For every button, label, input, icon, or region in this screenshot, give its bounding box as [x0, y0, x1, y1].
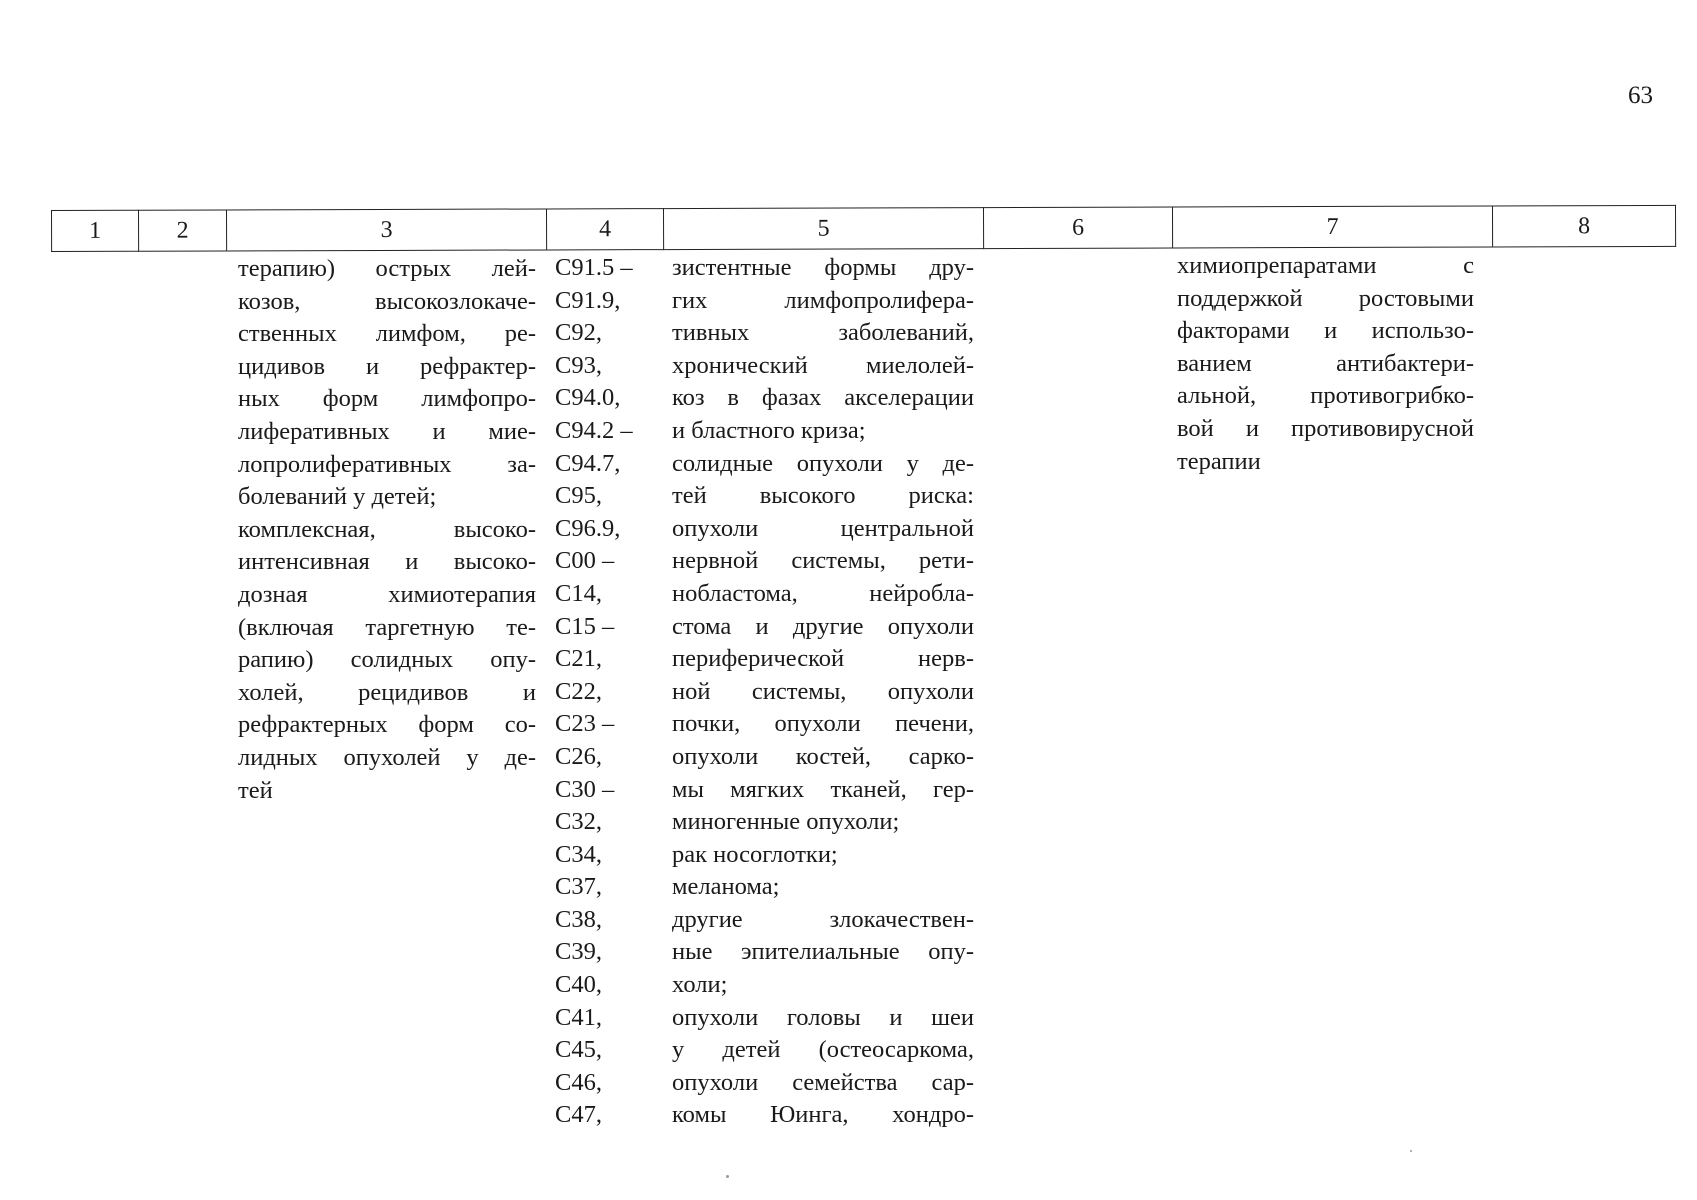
header-cell-3: 3	[227, 209, 547, 251]
text-line: C34,	[555, 840, 602, 868]
text-line: зистентные формы дру-	[672, 254, 974, 281]
text-line: C15 –	[555, 612, 615, 640]
text-line: солидные опухоли у де-	[672, 449, 974, 477]
text-line: лидных опухолей у де-	[238, 743, 536, 771]
text-line: терапию) острых лей-	[238, 255, 536, 282]
text-line: C91.5 –	[555, 254, 633, 281]
text-line: поддержкой ростовыми	[1177, 284, 1474, 312]
text-line: меланома;	[672, 873, 780, 901]
text-line: C94.7,	[555, 449, 621, 477]
text-line: C23 –	[555, 710, 615, 738]
text-line: ной системы, опухоли	[672, 677, 974, 705]
text-line: тей высокого риска:	[672, 482, 974, 510]
text-line: миногенные опухоли;	[672, 808, 900, 836]
header-cell-1: 1	[52, 210, 139, 251]
text-line: ных форм лимфопро-	[238, 385, 536, 413]
text-line: другие злокачествен-	[672, 905, 974, 933]
text-line: и бластного криза;	[672, 416, 866, 444]
text-line: комы Юинга, хондро-	[672, 1101, 974, 1129]
text-line: C37,	[555, 873, 602, 901]
text-line: ственных лимфом, ре-	[238, 320, 536, 348]
text-line: интенсивная и высоко-	[238, 548, 536, 576]
text-line: опухоли семейства сар-	[672, 1068, 974, 1096]
header-cell-5: 5	[663, 208, 983, 250]
header-cell-7: 7	[1172, 206, 1492, 248]
text-line: C93,	[555, 351, 602, 379]
scan-speck	[1410, 1150, 1412, 1152]
header-cell-2: 2	[139, 210, 227, 251]
text-line: опухоли костей, сарко-	[672, 742, 974, 770]
text-line: у детей (остеосаркома,	[672, 1036, 974, 1064]
text-line: мы мягких тканей, гер-	[672, 775, 974, 803]
text-line: нервной системы, рети-	[672, 547, 974, 575]
text-line: лиферативных и мие-	[238, 417, 536, 445]
text-line: нобластома, нейробла-	[672, 579, 974, 607]
text-line: (включая таргетную те-	[238, 613, 536, 641]
text-line: тей	[238, 776, 273, 804]
text-line: химиопрепаратами с	[1177, 252, 1474, 279]
text-line: комплексная, высоко-	[238, 515, 536, 543]
text-line: C00 –	[555, 547, 615, 575]
text-line: C46,	[555, 1068, 602, 1096]
text-line: болеваний у детей;	[238, 483, 437, 511]
text-line: C47,	[555, 1101, 602, 1129]
text-line: C94.2 –	[555, 416, 633, 444]
text-line: C40,	[555, 971, 602, 999]
page-number: 63	[1628, 82, 1653, 109]
text-line: тивных заболеваний,	[672, 319, 974, 347]
text-line: C95,	[555, 482, 602, 510]
scan-speck	[726, 1175, 729, 1178]
text-line: C26,	[555, 742, 602, 770]
header-cell-8: 8	[1492, 205, 1675, 247]
text-line: почки, опухоли печени,	[672, 710, 974, 738]
text-line: хронический миелолей-	[672, 351, 974, 379]
table-header-row	[51, 205, 1676, 252]
text-line: ные эпителиальные опу-	[672, 938, 974, 966]
text-line: C96.9,	[555, 514, 621, 542]
text-line: C38,	[555, 905, 602, 933]
text-line: рапию) солидных опу-	[238, 646, 536, 674]
column-3-text	[238, 253, 536, 807]
text-line: холей, рецидивов и	[238, 678, 536, 706]
text-line: C22,	[555, 677, 602, 705]
text-line: дозная химиотерапия	[238, 580, 536, 608]
text-line: альной, противогрибко-	[1177, 382, 1474, 410]
text-line: опухоли головы и шеи	[672, 1003, 974, 1031]
column-4-codes	[555, 252, 655, 1132]
text-line: C32,	[555, 808, 602, 836]
text-line: гих лимфопролифера-	[672, 286, 974, 314]
text-line: цидивов и рефрактер-	[238, 352, 536, 380]
text-line: вой и противовирусной	[1177, 414, 1474, 442]
text-line: периферической нерв-	[672, 645, 974, 673]
text-line: ванием антибактери-	[1177, 349, 1474, 377]
text-line: C41,	[555, 1003, 602, 1031]
text-line: лопролиферативных за-	[238, 450, 536, 478]
text-line: C91.9,	[555, 286, 621, 314]
column-7-text	[1177, 250, 1474, 478]
text-line: терапии	[1177, 447, 1261, 475]
text-line: C92,	[555, 319, 602, 347]
text-line: C45,	[555, 1036, 602, 1064]
text-line: C30 –	[555, 775, 615, 803]
column-5-text	[672, 252, 974, 1132]
text-line: холи;	[672, 971, 728, 999]
text-line: C21,	[555, 645, 602, 673]
text-line: C39,	[555, 938, 602, 966]
text-line: рефрактерных форм со-	[238, 711, 536, 739]
text-line: факторами и использо-	[1177, 317, 1474, 345]
text-line: стома и другие опухоли	[672, 612, 974, 640]
text-line: козов, высокозлокаче-	[238, 287, 536, 315]
header-cell-4: 4	[546, 209, 663, 250]
text-line: опухоли центральной	[672, 514, 974, 542]
text-line: C14,	[555, 579, 602, 607]
header-cell-6: 6	[983, 207, 1172, 249]
text-line: C94.0,	[555, 384, 621, 412]
text-line: коз в фазах акселерации	[672, 384, 974, 412]
text-line: рак носоглотки;	[672, 840, 838, 868]
